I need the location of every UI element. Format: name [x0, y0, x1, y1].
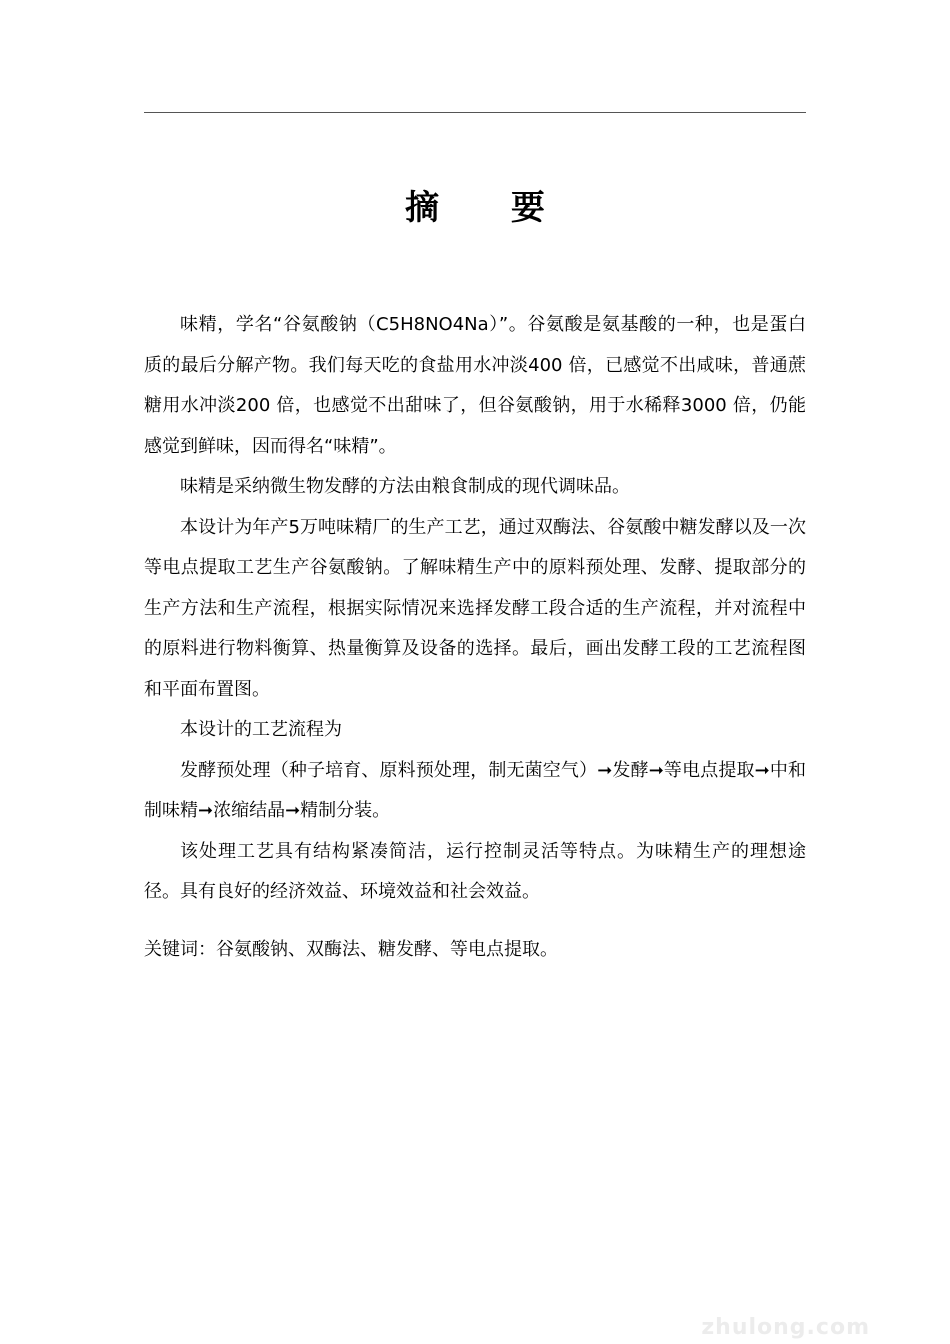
- abstract-body: [144, 305, 806, 913]
- page-title: 摘 要: [405, 188, 575, 228]
- paragraph-definition: 味精是采纳微生物发酵的方法由粮食制成的现代调味品。: [180, 476, 630, 497]
- paragraph-features: 该处理工艺具有结构紧凑简洁，运行控制灵活等特点。为味精生产的理想途径。具有良好的经济效益、环境效益和社会效益。: [144, 840, 806, 902]
- paragraph-process-flow: 发酵预处理（种子培育、原料预处理，制无菌空气）➞发酵➞等电点提取➞中和制味精➞浓缩结晶➞精制分装。: [144, 759, 806, 821]
- keywords-line: [144, 930, 806, 970]
- watermark-logo: zhulong.com: [701, 1315, 870, 1340]
- keywords-list: 谷氨酸钠、双酶法、糖发酵、等电点提取。: [216, 939, 558, 960]
- header-rule: [144, 112, 806, 113]
- paragraph-intro: 味精，学名“谷氨酸钠（C5H8NO4Na）”。谷氨酸是氨基酸的一种，也是蛋白质的最后分解产物。我们每天吃的食盐用水冲淡400 倍，已感觉不出咸味，普通蔗糖用水冲淡200 倍，也感觉不出甜味了，但谷氨酸钠，用于水稀释3000 倍，仍能感觉到鲜味，因而得名“味精”。: [144, 314, 806, 457]
- paragraph-process-intro: 本设计的工艺流程为: [180, 719, 342, 740]
- paragraph-design: 本设计为年产5万吨味精厂的生产工艺，通过双酶法、谷氨酸中糖发酵以及一次等电点提取工艺生产谷氨酸钠。了解味精生产中的原料预处理、发酵、提取部分的生产方法和生产流程，根据实际情况来选择发酵工段合适的生产流程，并对流程中的原料进行物料衡算、热量衡算及设备的选择。最后，画出发酵工段的工艺流程图和平面布置图。: [144, 516, 806, 700]
- keywords-label: 关键词：: [144, 939, 216, 960]
